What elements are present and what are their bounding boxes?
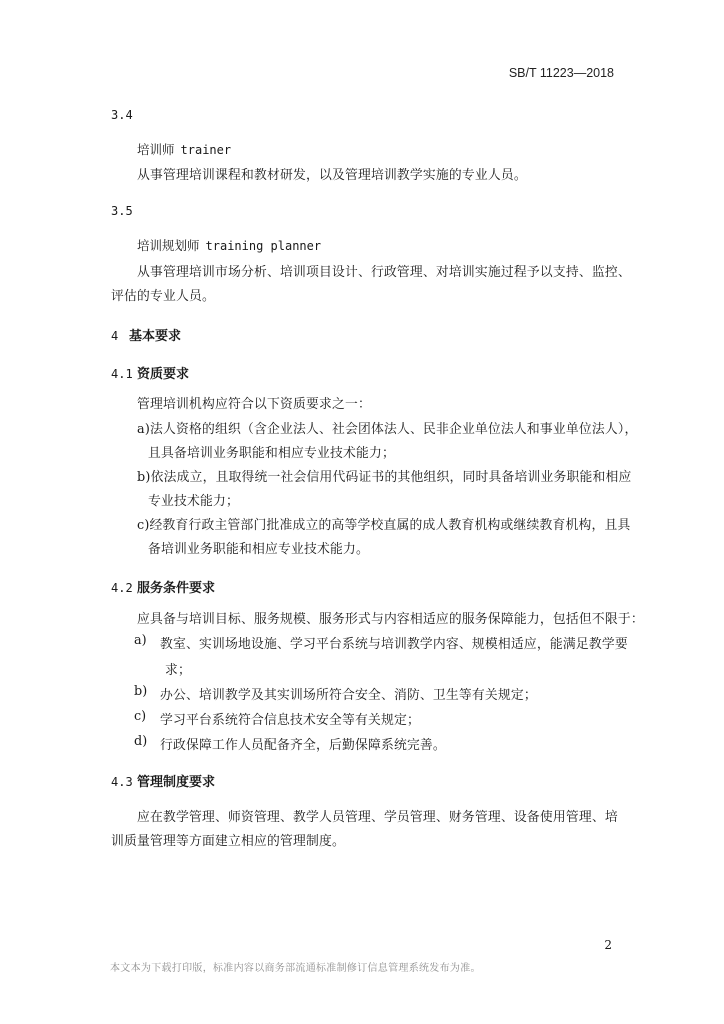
section-title: 资质要求 (137, 367, 190, 382)
footer-note: 本文本为下载打印版，标准内容以商务部流通标准制修订信息管理系统发布为准。 (110, 963, 481, 974)
section-4-2-heading (111, 577, 215, 596)
term-trainer (137, 140, 231, 158)
page-number: 2 (604, 938, 612, 952)
qualification-item-b-line2: 专业技术能力； (148, 494, 239, 509)
term-training-planner (137, 236, 321, 254)
term-en: training planner (205, 239, 322, 253)
document-code: SB/T 11223—2018 (508, 66, 614, 80)
section-4-2-intro: 应具备与培训目标、服务规模、服务形式与内容相适应的服务保障能力，包括但不限于： (137, 612, 644, 627)
section-title: 基本要求 (129, 329, 182, 344)
condition-item-a-line2: 求； (165, 663, 191, 678)
definition-3-5-line2: 评估的专业人员。 (111, 289, 215, 304)
qualification-item-a-line2: 且具备培训业务职能和相应专业技术能力； (148, 446, 395, 461)
section-4-3-line2: 训质量管理等方面建立相应的管理制度。 (111, 834, 345, 849)
condition-item-a-label: a) (134, 633, 147, 648)
qualification-item-a-line1: a)法人资格的组织（含企业法人、社会团体法人、民非企业单位法人和事业单位法人）， (137, 422, 638, 437)
definition-3-4: 从事管理培训课程和教材研发，以及管理培训教学实施的专业人员。 (137, 168, 527, 183)
section-4-1-heading (111, 363, 189, 382)
condition-item-a-line1: 教室、实训场地设施、学习平台系统与培训教学内容、规模相适应，能满足教学要 (160, 637, 628, 652)
section-title: 服务条件要求 (137, 581, 216, 596)
condition-item-b-text: 办公、培训教学及其实训场所符合安全、消防、卫生等有关规定； (160, 688, 537, 703)
condition-item-c-text: 学习平台系统符合信息技术安全等有关规定； (160, 713, 420, 728)
section-4-heading (111, 325, 181, 344)
section-number: 4.2 (111, 581, 133, 595)
qualification-item-c-line1: c)经教育行政主管部门批准成立的高等学校直属的成人教育机构或继续教育机构，且具 (137, 518, 631, 533)
clause-number-3-5: 3.5 (111, 204, 133, 218)
section-number: 4.1 (111, 367, 133, 381)
qualification-item-b-line1: b)依法成立，且取得统一社会信用代码证书的其他组织，同时具备培训业务职能和相应 (137, 470, 632, 485)
section-4-1-intro: 管理培训机构应符合以下资质要求之一： (137, 397, 371, 412)
section-title: 管理制度要求 (137, 775, 216, 790)
condition-item-d-label: d) (134, 734, 148, 749)
term-en: trainer (180, 143, 232, 157)
condition-item-b-label: b) (134, 684, 148, 699)
section-number: 4 (111, 329, 119, 343)
condition-item-c-label: c) (134, 709, 147, 724)
term-zh: 培训师 (137, 142, 175, 157)
section-number: 4.3 (111, 775, 133, 789)
term-zh: 培训规划师 (137, 238, 200, 253)
clause-number-3-4: 3.4 (111, 108, 133, 122)
qualification-item-c-line2: 备培训业务职能和相应专业技术能力。 (148, 542, 369, 557)
section-4-3-line1: 应在教学管理、师资管理、教学人员管理、学员管理、财务管理、设备使用管理、培 (137, 810, 618, 825)
definition-3-5-line1: 从事管理培训市场分析、培训项目设计、行政管理、对培训实施过程予以支持、监控、 (137, 265, 631, 280)
section-4-3-heading (111, 771, 215, 790)
condition-item-d-text: 行政保障工作人员配备齐全，后勤保障系统完善。 (160, 738, 446, 753)
